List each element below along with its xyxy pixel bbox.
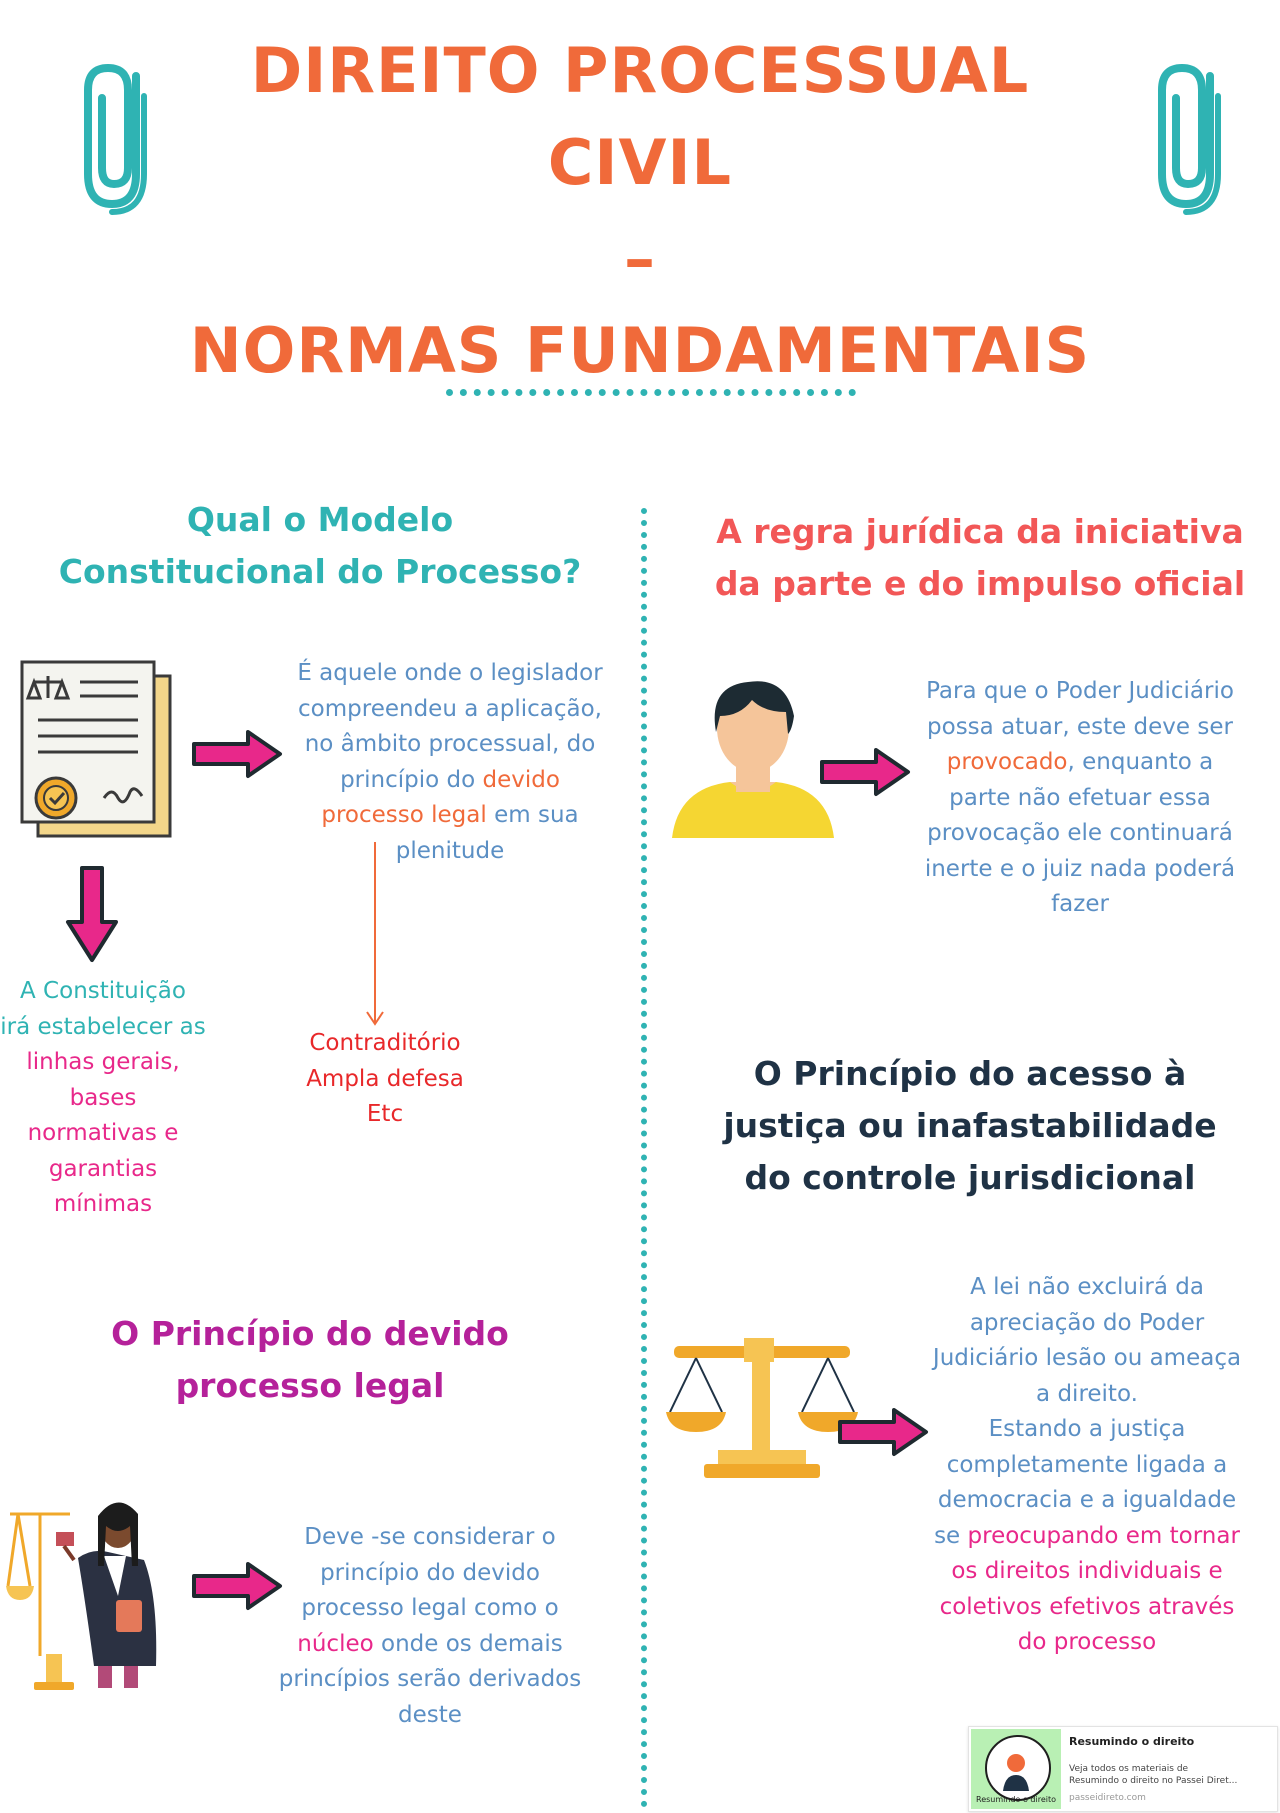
acesso-description: A lei não excluirá da apreciação do Poder Judiciário lesão ou ameaça a direito. Estando a justiça completamente ligada a democracia e a igualdade se preocupando em tornar os direitos individuais e coletivos efetivos através do processo bbox=[932, 1274, 1242, 1655]
devido-description: Deve -se considerar o princípio do devido processo legal como o núcleo onde os demais princípios serão derivados deste bbox=[278, 1524, 582, 1728]
person-avatar-icon bbox=[668, 672, 838, 842]
arrow-right-icon bbox=[190, 726, 286, 782]
card-logo: Resumindo o direito bbox=[971, 1729, 1061, 1809]
avatar-icon bbox=[1001, 1751, 1031, 1791]
title-line-2: CIVIL bbox=[547, 126, 733, 199]
modelo-heading: Qual o Modelo Constitucional do Processo? bbox=[58, 500, 582, 591]
modelo-description: É aquele onde o legislador compreendeu a aplicação, no âmbito processual, do princípio do devido processo legal em sua plenitude bbox=[297, 660, 603, 864]
paperclip-right-icon bbox=[1152, 56, 1236, 216]
judge-illustration-icon bbox=[6, 1496, 176, 1696]
document-icon bbox=[16, 658, 176, 848]
regra-description: Para que o Poder Judiciário possa atuar, este deve ser provocado, enquanto a parte não efetuar essa provocação ele continuará inerte e o juiz nada poderá fazer bbox=[924, 678, 1236, 917]
title-line-3: NORMAS FUNDAMENTAIS bbox=[189, 314, 1091, 387]
regra-heading: A regra jurídica da iniciativa da parte e do impulso oficial bbox=[714, 512, 1246, 603]
title-separator: – bbox=[624, 222, 656, 295]
passei-direto-card[interactable]: Resumindo o direito Resumindo o direito Veja todos os materiais de Resumindo o direito no Passei Diret... passeidireto.com bbox=[968, 1726, 1278, 1812]
title-underline bbox=[446, 389, 856, 396]
arrow-down-icon bbox=[64, 864, 120, 966]
column-divider bbox=[641, 508, 647, 1808]
paperclip-left-icon bbox=[78, 56, 162, 216]
arrow-right-icon bbox=[818, 744, 914, 800]
devido-heading: O Princípio do devido processo legal bbox=[111, 1314, 509, 1405]
scales-of-justice-icon bbox=[664, 1332, 860, 1484]
title-line-1: DIREITO PROCESSUAL bbox=[250, 34, 1030, 107]
principles-list: Contraditório Ampla defesa Etc bbox=[306, 1030, 464, 1127]
arrow-right-icon bbox=[836, 1404, 932, 1460]
acesso-heading: O Princípio do acesso à justiça ou inafastabilidade do controle jurisdicional bbox=[723, 1054, 1217, 1197]
constituicao-text: A Constituição irá estabelecer as linhas gerais, bases normativas e garantias mínimas bbox=[0, 978, 206, 1217]
thin-arrow-down-icon bbox=[365, 842, 385, 1028]
